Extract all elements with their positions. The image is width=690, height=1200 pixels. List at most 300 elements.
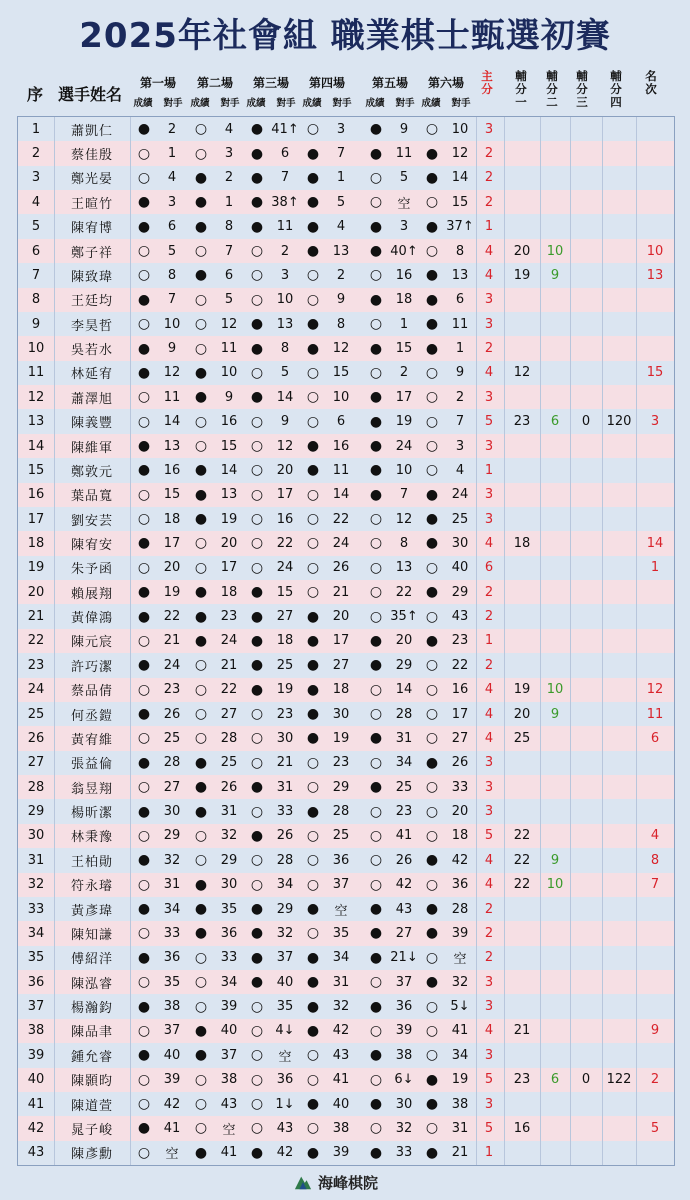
result-stone: ○ <box>137 389 151 406</box>
rank-cell: 14 <box>646 535 664 551</box>
result-stone: ○ <box>306 486 320 503</box>
aux2-score <box>540 312 570 336</box>
opponent-number: 32 <box>163 852 181 868</box>
header-opponent-2: 對手 <box>220 98 240 109</box>
result-stone: ○ <box>137 1144 151 1161</box>
aux4-score <box>602 653 636 677</box>
result-stone: ○ <box>306 827 320 844</box>
result-stone: ● <box>137 121 151 138</box>
aux1-score <box>504 141 540 165</box>
main-score: 3 <box>484 511 494 527</box>
aux3-score: 0 <box>581 1072 591 1088</box>
opponent-number: 34 <box>163 901 181 917</box>
seq-cell: 19 <box>27 560 45 576</box>
seq-cell: 8 <box>31 292 41 308</box>
result-stone: ○ <box>194 852 208 869</box>
table-row <box>18 409 674 433</box>
opponent-number: 7 <box>167 292 177 308</box>
rank-cell <box>636 946 674 970</box>
opponent-number: 23 <box>276 706 294 722</box>
result-stone: ● <box>137 194 151 211</box>
player-name: 朱予函 <box>70 562 113 578</box>
aux3-score: 0 <box>581 414 591 430</box>
aux3-score <box>570 141 602 165</box>
rank-cell <box>636 117 674 141</box>
aux3-score <box>570 994 602 1018</box>
opponent-number: 15 <box>220 438 238 454</box>
aux4-score <box>602 1092 636 1116</box>
aux2-score <box>540 799 570 823</box>
header-result-1: 成績 <box>133 98 153 109</box>
aux4-score <box>602 994 636 1018</box>
result-stone: ○ <box>425 1022 439 1039</box>
result-stone: ● <box>306 340 320 357</box>
aux4-score <box>602 190 636 214</box>
opponent-number: 空 <box>165 1147 179 1163</box>
result-stone: ● <box>137 584 151 601</box>
result-stone: ○ <box>306 291 320 308</box>
opponent-number: 7 <box>336 146 346 162</box>
aux1-score <box>504 166 540 190</box>
table-row <box>18 385 674 409</box>
table-row <box>18 1141 674 1165</box>
opponent-number: 15 <box>276 584 294 600</box>
opponent-number: 38 <box>332 1120 350 1136</box>
grid-line <box>636 117 637 1165</box>
result-stone: ○ <box>369 803 383 820</box>
rank-cell <box>636 799 674 823</box>
opponent-number: 42 <box>451 852 469 868</box>
aux3-score <box>570 702 602 726</box>
player-name: 陳道萱 <box>70 1098 113 1114</box>
opponent-number: 14 <box>220 462 238 478</box>
main-score: 2 <box>484 584 494 600</box>
player-name: 王柏勛 <box>70 854 113 870</box>
aux1-score: 19 <box>513 267 531 283</box>
aux1-score <box>504 799 540 823</box>
aux3-score <box>570 483 602 507</box>
aux2-score <box>540 556 570 580</box>
opponent-number: 16 <box>163 462 181 478</box>
opponent-number: 39 <box>220 999 238 1015</box>
aux1-score <box>504 751 540 775</box>
opponent-number: 35↑ <box>390 609 418 625</box>
result-stone: ○ <box>306 511 320 528</box>
aux1-score: 23 <box>513 414 531 430</box>
opponent-number: 3 <box>455 438 465 454</box>
table-row <box>18 702 674 726</box>
opponent-number: 40 <box>451 560 469 576</box>
aux3-score <box>570 361 602 385</box>
aux4-score <box>602 458 636 482</box>
opponent-number: 10 <box>220 365 238 381</box>
aux2-score <box>540 1019 570 1043</box>
result-stone: ○ <box>425 706 439 723</box>
opponent-number: 12 <box>332 341 350 357</box>
result-stone: ● <box>425 754 439 771</box>
opponent-number: 25 <box>220 755 238 771</box>
result-stone: ● <box>250 681 264 698</box>
seq-cell: 9 <box>31 316 41 332</box>
main-score: 4 <box>484 243 494 259</box>
rank-cell <box>636 507 674 531</box>
main-score: 4 <box>484 682 494 698</box>
table-row <box>18 434 674 458</box>
opponent-number: 36 <box>332 852 350 868</box>
opponent-number: 22 <box>395 584 413 600</box>
result-stone: ● <box>306 949 320 966</box>
opponent-number: 37 <box>276 950 294 966</box>
result-stone: ○ <box>306 413 320 430</box>
opponent-number: 22 <box>451 657 469 673</box>
rank-cell <box>636 604 674 628</box>
rank-cell: 13 <box>646 267 664 283</box>
aux4-score <box>602 117 636 141</box>
result-stone: ● <box>194 876 208 893</box>
opponent-number: 15 <box>451 194 469 210</box>
result-stone: ● <box>425 1144 439 1161</box>
result-stone: ○ <box>250 486 264 503</box>
aux1-score <box>504 994 540 1018</box>
header-name: 選手姓名 <box>57 85 122 104</box>
player-name: 傅紹洋 <box>70 952 113 968</box>
result-stone: ○ <box>306 559 320 576</box>
result-stone: ○ <box>369 169 383 186</box>
rank-cell <box>636 434 674 458</box>
aux3-score <box>570 1043 602 1067</box>
opponent-number: 36 <box>395 999 413 1015</box>
result-stone: ○ <box>194 706 208 723</box>
opponent-number: 31 <box>163 877 181 893</box>
seq-cell: 35 <box>27 950 45 966</box>
opponent-number: 35 <box>276 999 294 1015</box>
opponent-number: 18 <box>276 633 294 649</box>
result-stone: ● <box>306 657 320 674</box>
table-row <box>18 312 674 336</box>
opponent-number: 9 <box>224 389 234 405</box>
opponent-number: 空 <box>397 196 411 212</box>
aux2-score: 6 <box>550 414 560 430</box>
opponent-number: 37 <box>332 877 350 893</box>
main-score: 1 <box>484 462 494 478</box>
grid-line <box>504 117 505 1165</box>
opponent-number: 16 <box>451 682 469 698</box>
result-stone: ● <box>425 316 439 333</box>
rank-cell <box>636 921 674 945</box>
header-result-5: 成績 <box>365 98 385 109</box>
aux4-score <box>602 1019 636 1043</box>
opponent-number: 30 <box>451 535 469 551</box>
main-score: 2 <box>484 170 494 186</box>
opponent-number: 13 <box>163 438 181 454</box>
result-stone: ● <box>194 194 208 211</box>
result-stone: ● <box>250 827 264 844</box>
opponent-number: 26 <box>276 828 294 844</box>
opponent-number: 37 <box>220 1047 238 1063</box>
result-stone: ○ <box>194 121 208 138</box>
rank-cell <box>636 190 674 214</box>
result-stone: ○ <box>194 681 208 698</box>
main-score: 3 <box>484 999 494 1015</box>
opponent-number: 34 <box>276 877 294 893</box>
aux4-score <box>602 507 636 531</box>
table-row <box>18 629 674 653</box>
player-name: 翁昱翔 <box>70 781 113 797</box>
table-header <box>0 68 690 112</box>
opponent-number: 13 <box>276 316 294 332</box>
result-stone: ○ <box>137 486 151 503</box>
main-score: 4 <box>484 730 494 746</box>
opponent-number: 22 <box>332 511 350 527</box>
result-stone: ○ <box>137 632 151 649</box>
grid-line <box>476 117 477 1165</box>
opponent-number: 11 <box>451 316 469 332</box>
header-result-3: 成績 <box>246 98 266 109</box>
opponent-number: 22 <box>163 609 181 625</box>
result-stone: ● <box>306 316 320 333</box>
opponent-number: 33 <box>451 779 469 795</box>
aux2-score: 6 <box>550 1072 560 1088</box>
aux1-score <box>504 434 540 458</box>
header-result-2: 成績 <box>190 98 210 109</box>
rank-cell <box>636 458 674 482</box>
opponent-number: 36 <box>276 1072 294 1088</box>
aux2-score <box>540 166 570 190</box>
opponent-number: 40 <box>332 1096 350 1112</box>
result-stone: ● <box>250 925 264 942</box>
opponent-number: 13 <box>220 487 238 503</box>
player-name: 黃偉鴻 <box>70 611 113 627</box>
aux2-score <box>540 458 570 482</box>
result-stone: ● <box>425 291 439 308</box>
aux4-score <box>602 604 636 628</box>
opponent-number: 19 <box>332 730 350 746</box>
main-score: 3 <box>484 292 494 308</box>
opponent-number: 12 <box>163 365 181 381</box>
aux4-score <box>602 1116 636 1140</box>
result-stone: ○ <box>137 1022 151 1039</box>
opponent-number: 33 <box>276 804 294 820</box>
opponent-number: 30 <box>276 730 294 746</box>
player-name: 陳彥勳 <box>70 1147 113 1163</box>
aux3-score <box>570 751 602 775</box>
opponent-number: 17 <box>220 560 238 576</box>
aux2-score <box>540 1141 570 1165</box>
result-stone: ● <box>369 1096 383 1113</box>
result-stone: ● <box>250 218 264 235</box>
main-score: 3 <box>484 974 494 990</box>
opponent-number: 42 <box>163 1096 181 1112</box>
aux3-score <box>570 531 602 555</box>
opponent-number: 11 <box>395 146 413 162</box>
seq-cell: 39 <box>27 1047 45 1063</box>
result-stone: ● <box>425 340 439 357</box>
opponent-number: 35 <box>163 974 181 990</box>
result-stone: ○ <box>425 438 439 454</box>
result-stone: ● <box>425 852 439 869</box>
rank-cell <box>636 1043 674 1067</box>
opponent-number: 19 <box>163 584 181 600</box>
aux3-score <box>570 434 602 458</box>
result-stone: ○ <box>369 1022 383 1039</box>
result-stone: ● <box>425 535 439 552</box>
result-stone: ○ <box>250 730 264 747</box>
opponent-number: 1 <box>336 170 346 186</box>
result-stone: ○ <box>425 1120 439 1137</box>
table-row <box>18 994 674 1018</box>
aux2-score <box>540 726 570 750</box>
rank-cell: 1 <box>650 560 660 576</box>
opponent-number: 24 <box>276 560 294 576</box>
opponent-number: 29 <box>332 779 350 795</box>
aux1-score <box>504 556 540 580</box>
rank-cell <box>636 994 674 1018</box>
result-stone: ● <box>137 1047 151 1064</box>
main-score: 5 <box>484 1072 494 1088</box>
opponent-number: 28 <box>220 730 238 746</box>
player-name: 劉安芸 <box>70 513 113 529</box>
aux2-score <box>540 751 570 775</box>
aux2-score <box>540 483 570 507</box>
opponent-number: 21 <box>332 584 350 600</box>
result-stone: ● <box>137 291 151 308</box>
aux1-score: 18 <box>513 535 531 551</box>
opponent-number: 30 <box>332 706 350 722</box>
table-row <box>18 141 674 165</box>
rank-cell: 15 <box>646 365 664 381</box>
aux1-score <box>504 117 540 141</box>
opponent-number: 18 <box>395 292 413 308</box>
rank-cell: 9 <box>650 1023 660 1039</box>
opponent-number: 7 <box>455 414 465 430</box>
aux1-score <box>504 214 540 238</box>
opponent-number: 18 <box>220 584 238 600</box>
result-stone: ● <box>194 389 208 406</box>
result-stone: ● <box>369 438 383 454</box>
opponent-number: 38 <box>220 1072 238 1088</box>
result-stone: ● <box>137 657 151 674</box>
result-stone: ● <box>137 438 151 454</box>
result-stone: ○ <box>425 559 439 576</box>
opponent-number: 31 <box>220 804 238 820</box>
result-stone: ○ <box>250 1071 264 1088</box>
result-stone: ○ <box>137 827 151 844</box>
aux3-score <box>570 873 602 897</box>
opponent-number: 41↑ <box>271 121 299 137</box>
seq-cell: 16 <box>27 487 45 503</box>
result-stone: ● <box>250 657 264 674</box>
opponent-number: 27 <box>395 925 413 941</box>
aux3-score <box>570 1141 602 1165</box>
seq-cell: 17 <box>27 511 45 527</box>
opponent-number: 43 <box>395 901 413 917</box>
aux1-score <box>504 190 540 214</box>
table-row <box>18 824 674 848</box>
result-stone: ○ <box>369 559 383 576</box>
header-result-6: 成績 <box>421 98 441 109</box>
opponent-number: 8 <box>224 219 234 235</box>
result-stone: ○ <box>194 243 208 260</box>
result-stone: ● <box>369 145 383 162</box>
result-stone: ○ <box>137 511 151 528</box>
result-stone: ● <box>250 389 264 406</box>
rank-cell <box>636 775 674 799</box>
aux1-score <box>504 897 540 921</box>
result-stone: ○ <box>369 364 383 381</box>
seq-cell: 15 <box>27 462 45 478</box>
result-stone: ○ <box>194 438 208 454</box>
opponent-number: 40 <box>276 974 294 990</box>
opponent-number: 43 <box>220 1096 238 1112</box>
aux4-score <box>602 166 636 190</box>
table-row <box>18 1092 674 1116</box>
result-stone: ○ <box>369 267 383 284</box>
opponent-number: 17 <box>163 535 181 551</box>
aux3-score <box>570 263 602 287</box>
result-stone: ○ <box>306 389 320 406</box>
result-stone: ● <box>369 413 383 430</box>
result-stone: ○ <box>250 1120 264 1137</box>
result-stone: ○ <box>369 1071 383 1088</box>
opponent-number: 13 <box>332 243 350 259</box>
opponent-number: 41 <box>163 1120 181 1136</box>
result-stone: ● <box>137 462 151 479</box>
table-row <box>18 799 674 823</box>
opponent-number: 2 <box>455 389 465 405</box>
seq-cell: 4 <box>31 194 41 210</box>
main-score: 3 <box>484 389 494 405</box>
opponent-number: 28 <box>332 804 350 820</box>
header-opponent-4: 對手 <box>332 98 352 109</box>
result-stone: ● <box>194 511 208 528</box>
aux4-score <box>602 946 636 970</box>
seq-cell: 12 <box>27 389 45 405</box>
opponent-number: 30 <box>395 1096 413 1112</box>
opponent-number: 38 <box>395 1047 413 1063</box>
opponent-number: 8 <box>336 316 346 332</box>
opponent-number: 25 <box>276 657 294 673</box>
result-stone: ● <box>137 340 151 357</box>
opponent-number: 40 <box>220 1023 238 1039</box>
opponent-number: 14 <box>451 170 469 186</box>
opponent-number: 14 <box>332 487 350 503</box>
result-stone: ○ <box>250 243 264 260</box>
aux2-score <box>540 190 570 214</box>
opponent-number: 9 <box>336 292 346 308</box>
opponent-number: 16 <box>220 414 238 430</box>
table-row <box>18 507 674 531</box>
opponent-number: 31 <box>451 1120 469 1136</box>
opponent-number: 24 <box>220 633 238 649</box>
result-stone: ● <box>425 901 439 918</box>
opponent-number: 32 <box>395 1120 413 1136</box>
header-round-5: 第五場 <box>371 76 408 90</box>
seq-cell: 29 <box>27 804 45 820</box>
opponent-number: 21 <box>276 755 294 771</box>
seq-cell: 23 <box>27 657 45 673</box>
rank-cell <box>636 897 674 921</box>
main-score: 2 <box>484 609 494 625</box>
seq-cell: 22 <box>27 633 45 649</box>
aux4-score <box>602 921 636 945</box>
opponent-number: 19 <box>451 1072 469 1088</box>
player-name: 陳知謙 <box>70 927 113 943</box>
opponent-number: 23 <box>451 633 469 649</box>
result-stone: ● <box>250 340 264 357</box>
result-stone: ● <box>194 632 208 649</box>
seq-cell: 3 <box>31 170 41 186</box>
table-row <box>18 166 674 190</box>
